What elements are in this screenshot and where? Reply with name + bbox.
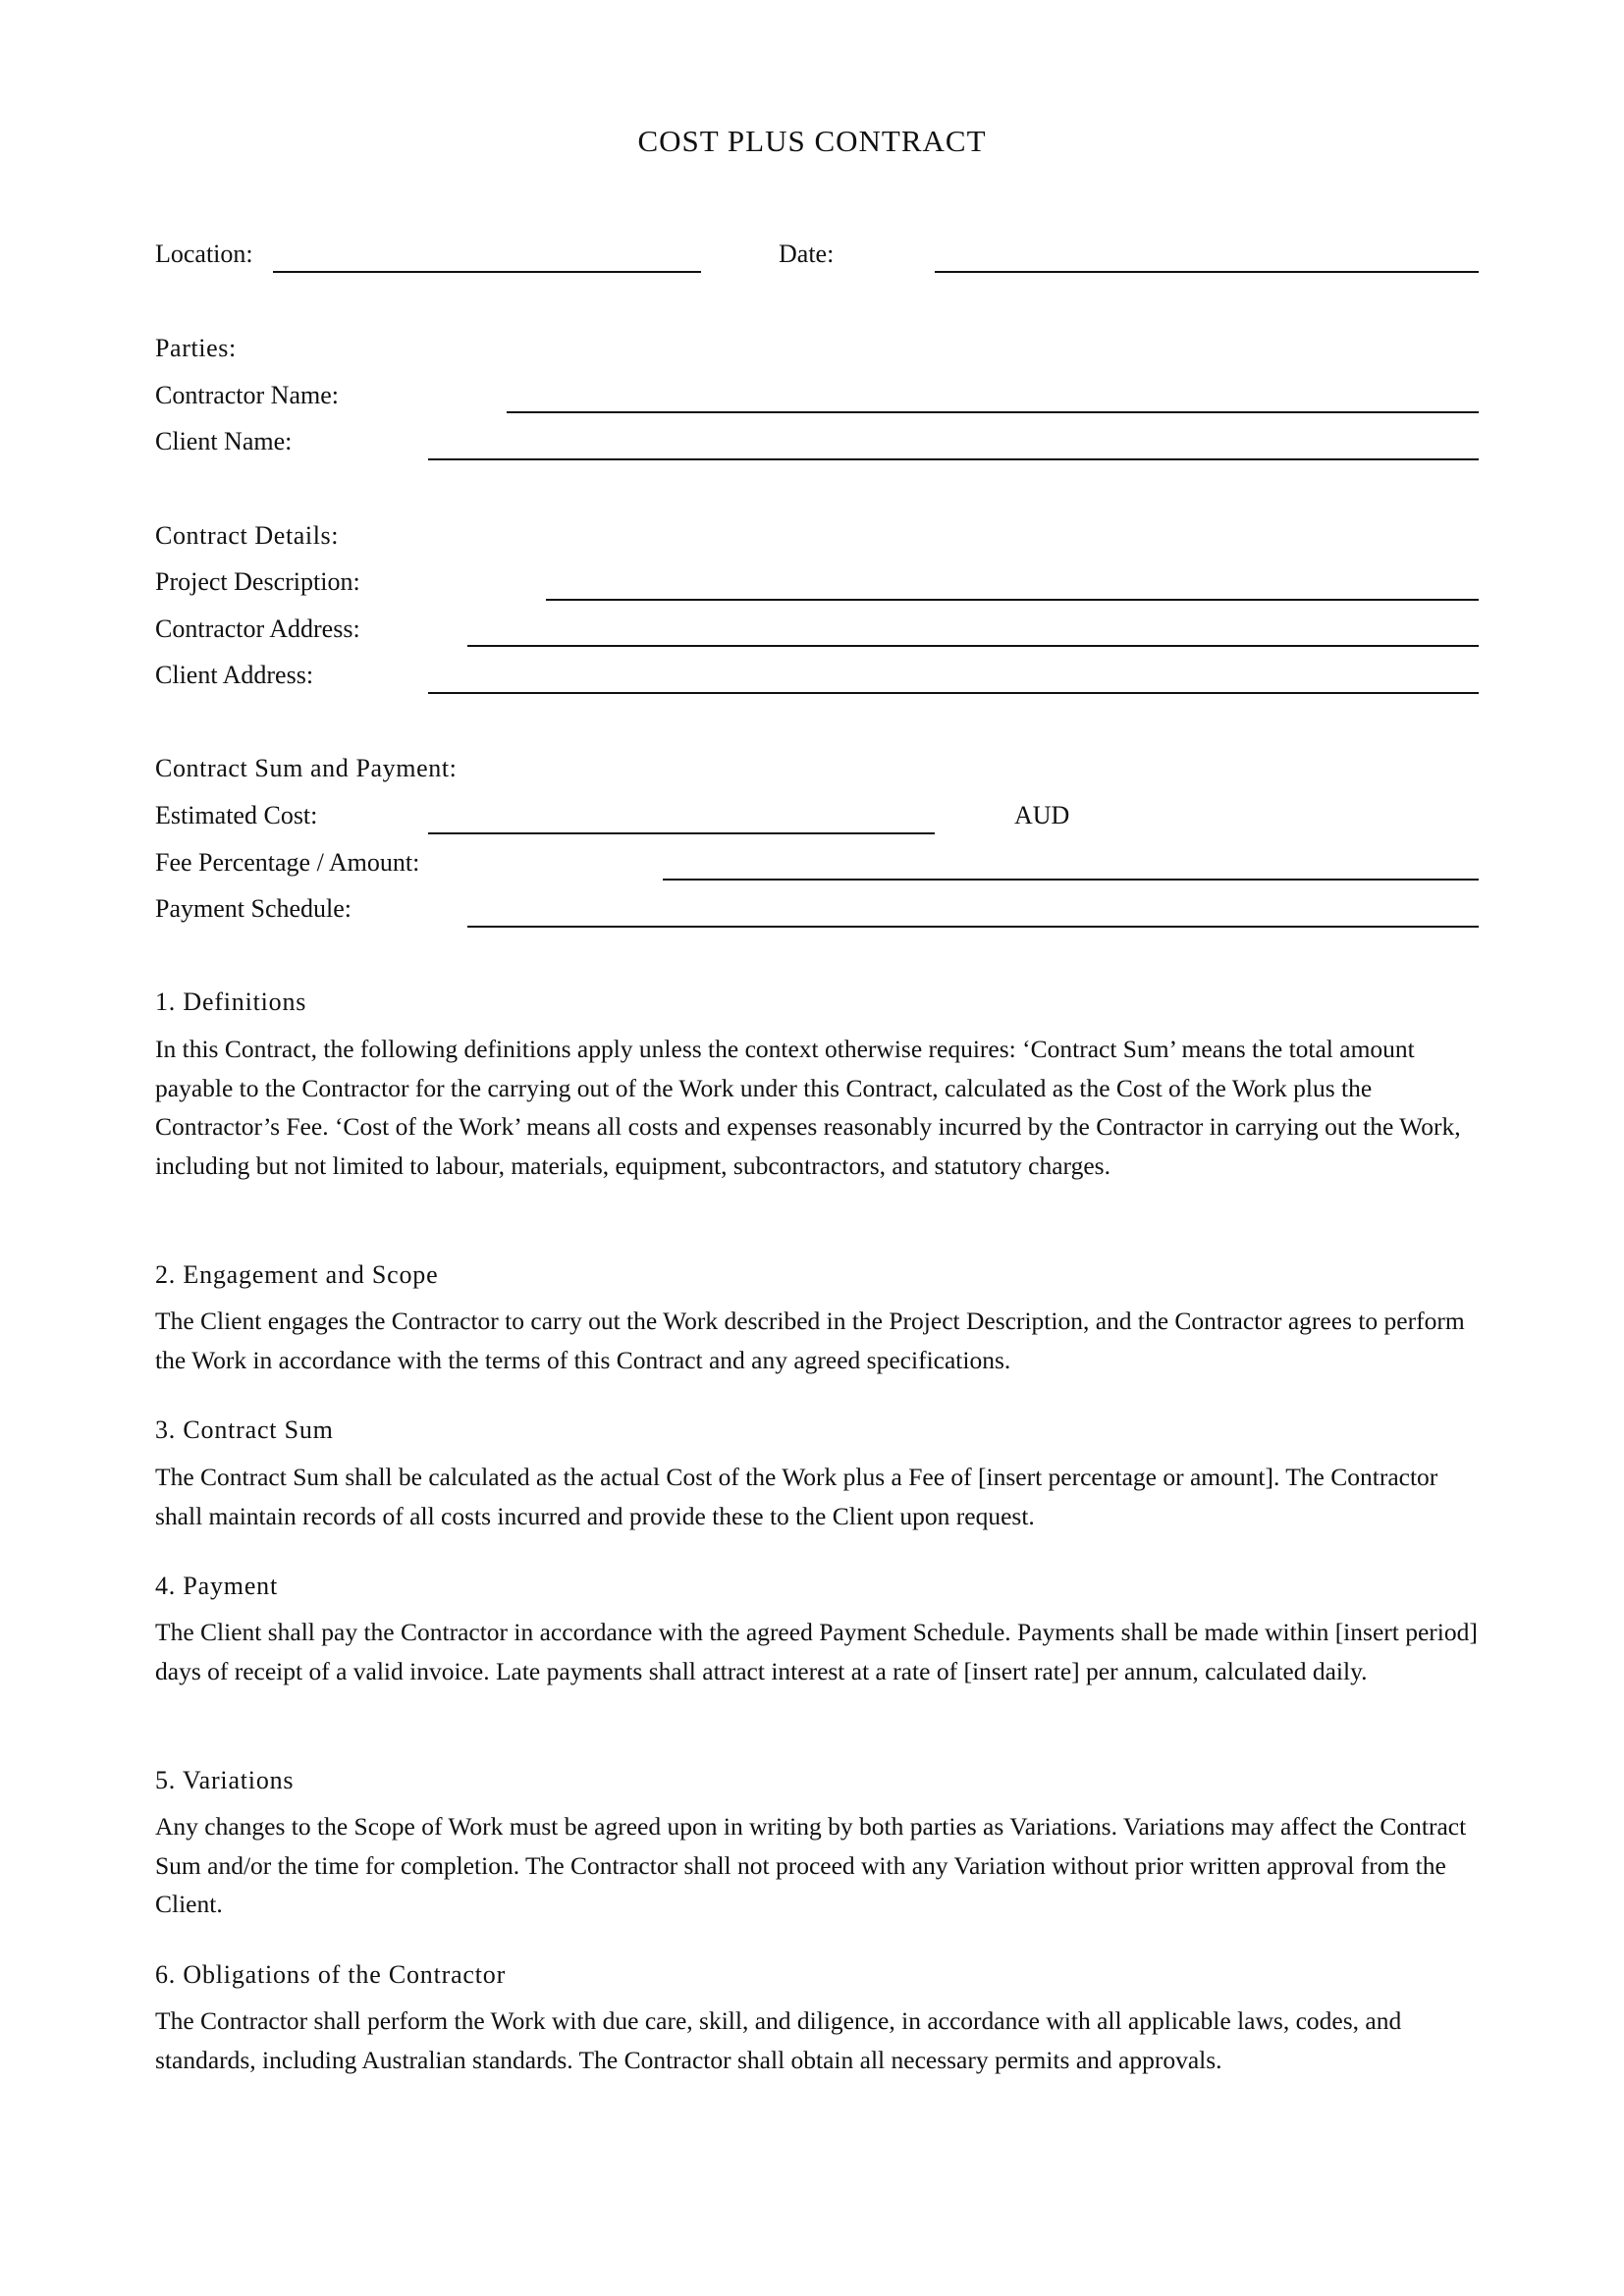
- date-field-line[interactable]: [935, 271, 1479, 273]
- sum-payment-heading: Contract Sum and Payment:: [155, 754, 458, 782]
- section-heading: 4. Payment: [155, 1572, 278, 1600]
- section-body: The Client engages the Contractor to carry out the Work described in the Project Description, and the Contractor agrees to perform the Work in accordance with the terms of this Contract and any agreed specifications.: [155, 1307, 1465, 1374]
- estimated-cost-label: Estimated Cost:: [155, 801, 318, 829]
- client-address-field-line[interactable]: [428, 692, 1479, 694]
- fee-field-line[interactable]: [663, 879, 1479, 881]
- document-title: COST PLUS CONTRACT: [637, 124, 987, 158]
- contract-details-heading: Contract Details:: [155, 521, 340, 550]
- fee-label: Fee Percentage / Amount:: [155, 848, 420, 877]
- payment-schedule-label: Payment Schedule:: [155, 894, 352, 923]
- contractor-name-label: Contractor Name:: [155, 381, 339, 409]
- client-name-label: Client Name:: [155, 427, 293, 455]
- contractor-name-field-line[interactable]: [507, 411, 1479, 413]
- section-heading: 6. Obligations of the Contractor: [155, 1960, 507, 1989]
- currency-label: AUD: [1014, 801, 1070, 829]
- contractor-address-field-line[interactable]: [467, 645, 1479, 647]
- project-description-field-line[interactable]: [546, 599, 1479, 601]
- section-body: Any changes to the Scope of Work must be agreed upon in writing by both parties as Variations. Variations may affect the Contract Sum and/or the time for completion. The Contractor shall not proceed with any Variation without prior written approval from the Client.: [155, 1812, 1467, 1918]
- section-body: The Contractor shall perform the Work with due care, skill, and diligence, in accordance with all applicable laws, codes, and standards, including Australian standards. The Contractor shall obtain all necessary permits and approvals.: [155, 2006, 1402, 2074]
- location-field-line[interactable]: [273, 271, 701, 273]
- parties-heading: Parties:: [155, 334, 237, 362]
- client-address-label: Client Address:: [155, 661, 314, 689]
- payment-schedule-field-line[interactable]: [467, 926, 1479, 928]
- contractor-address-label: Contractor Address:: [155, 614, 360, 643]
- project-description-label: Project Description:: [155, 567, 360, 596]
- section-heading: 2. Engagement and Scope: [155, 1260, 439, 1289]
- section-heading: 1. Definitions: [155, 988, 307, 1016]
- section-heading: 5. Variations: [155, 1766, 295, 1794]
- location-label: Location:: [155, 240, 253, 268]
- section-body: The Client shall pay the Contractor in accordance with the agreed Payment Schedule. Payments shall be made within [insert period] days of receipt of a valid invoice. Late payments shall attract interest at a rate of [insert rate] per annum, calculated daily.: [155, 1618, 1478, 1685]
- section-heading: 3. Contract Sum: [155, 1415, 334, 1444]
- client-name-field-line[interactable]: [428, 458, 1479, 460]
- estimated-cost-field-line[interactable]: [428, 832, 935, 834]
- section-body: In this Contract, the following definitions apply unless the context otherwise requires: ‘Contract Sum’ means the total amount payable to the Contractor for the carrying out of the Work under this Contract, calculated as the Cost of the Work plus the Contractor’s Fee. ‘Cost of the Work’ means all costs and expenses reasonably incurred by the Contractor in carrying out the Work, including but not limited to labour, materials, equipment, subcontractors, and statutory charges.: [155, 1035, 1461, 1180]
- date-label: Date:: [779, 240, 835, 268]
- section-body: The Contract Sum shall be calculated as the actual Cost of the Work plus a Fee of [insert percentage or amount]. The Contractor shall maintain records of all costs incurred and provide these to the Client upon request.: [155, 1463, 1438, 1530]
